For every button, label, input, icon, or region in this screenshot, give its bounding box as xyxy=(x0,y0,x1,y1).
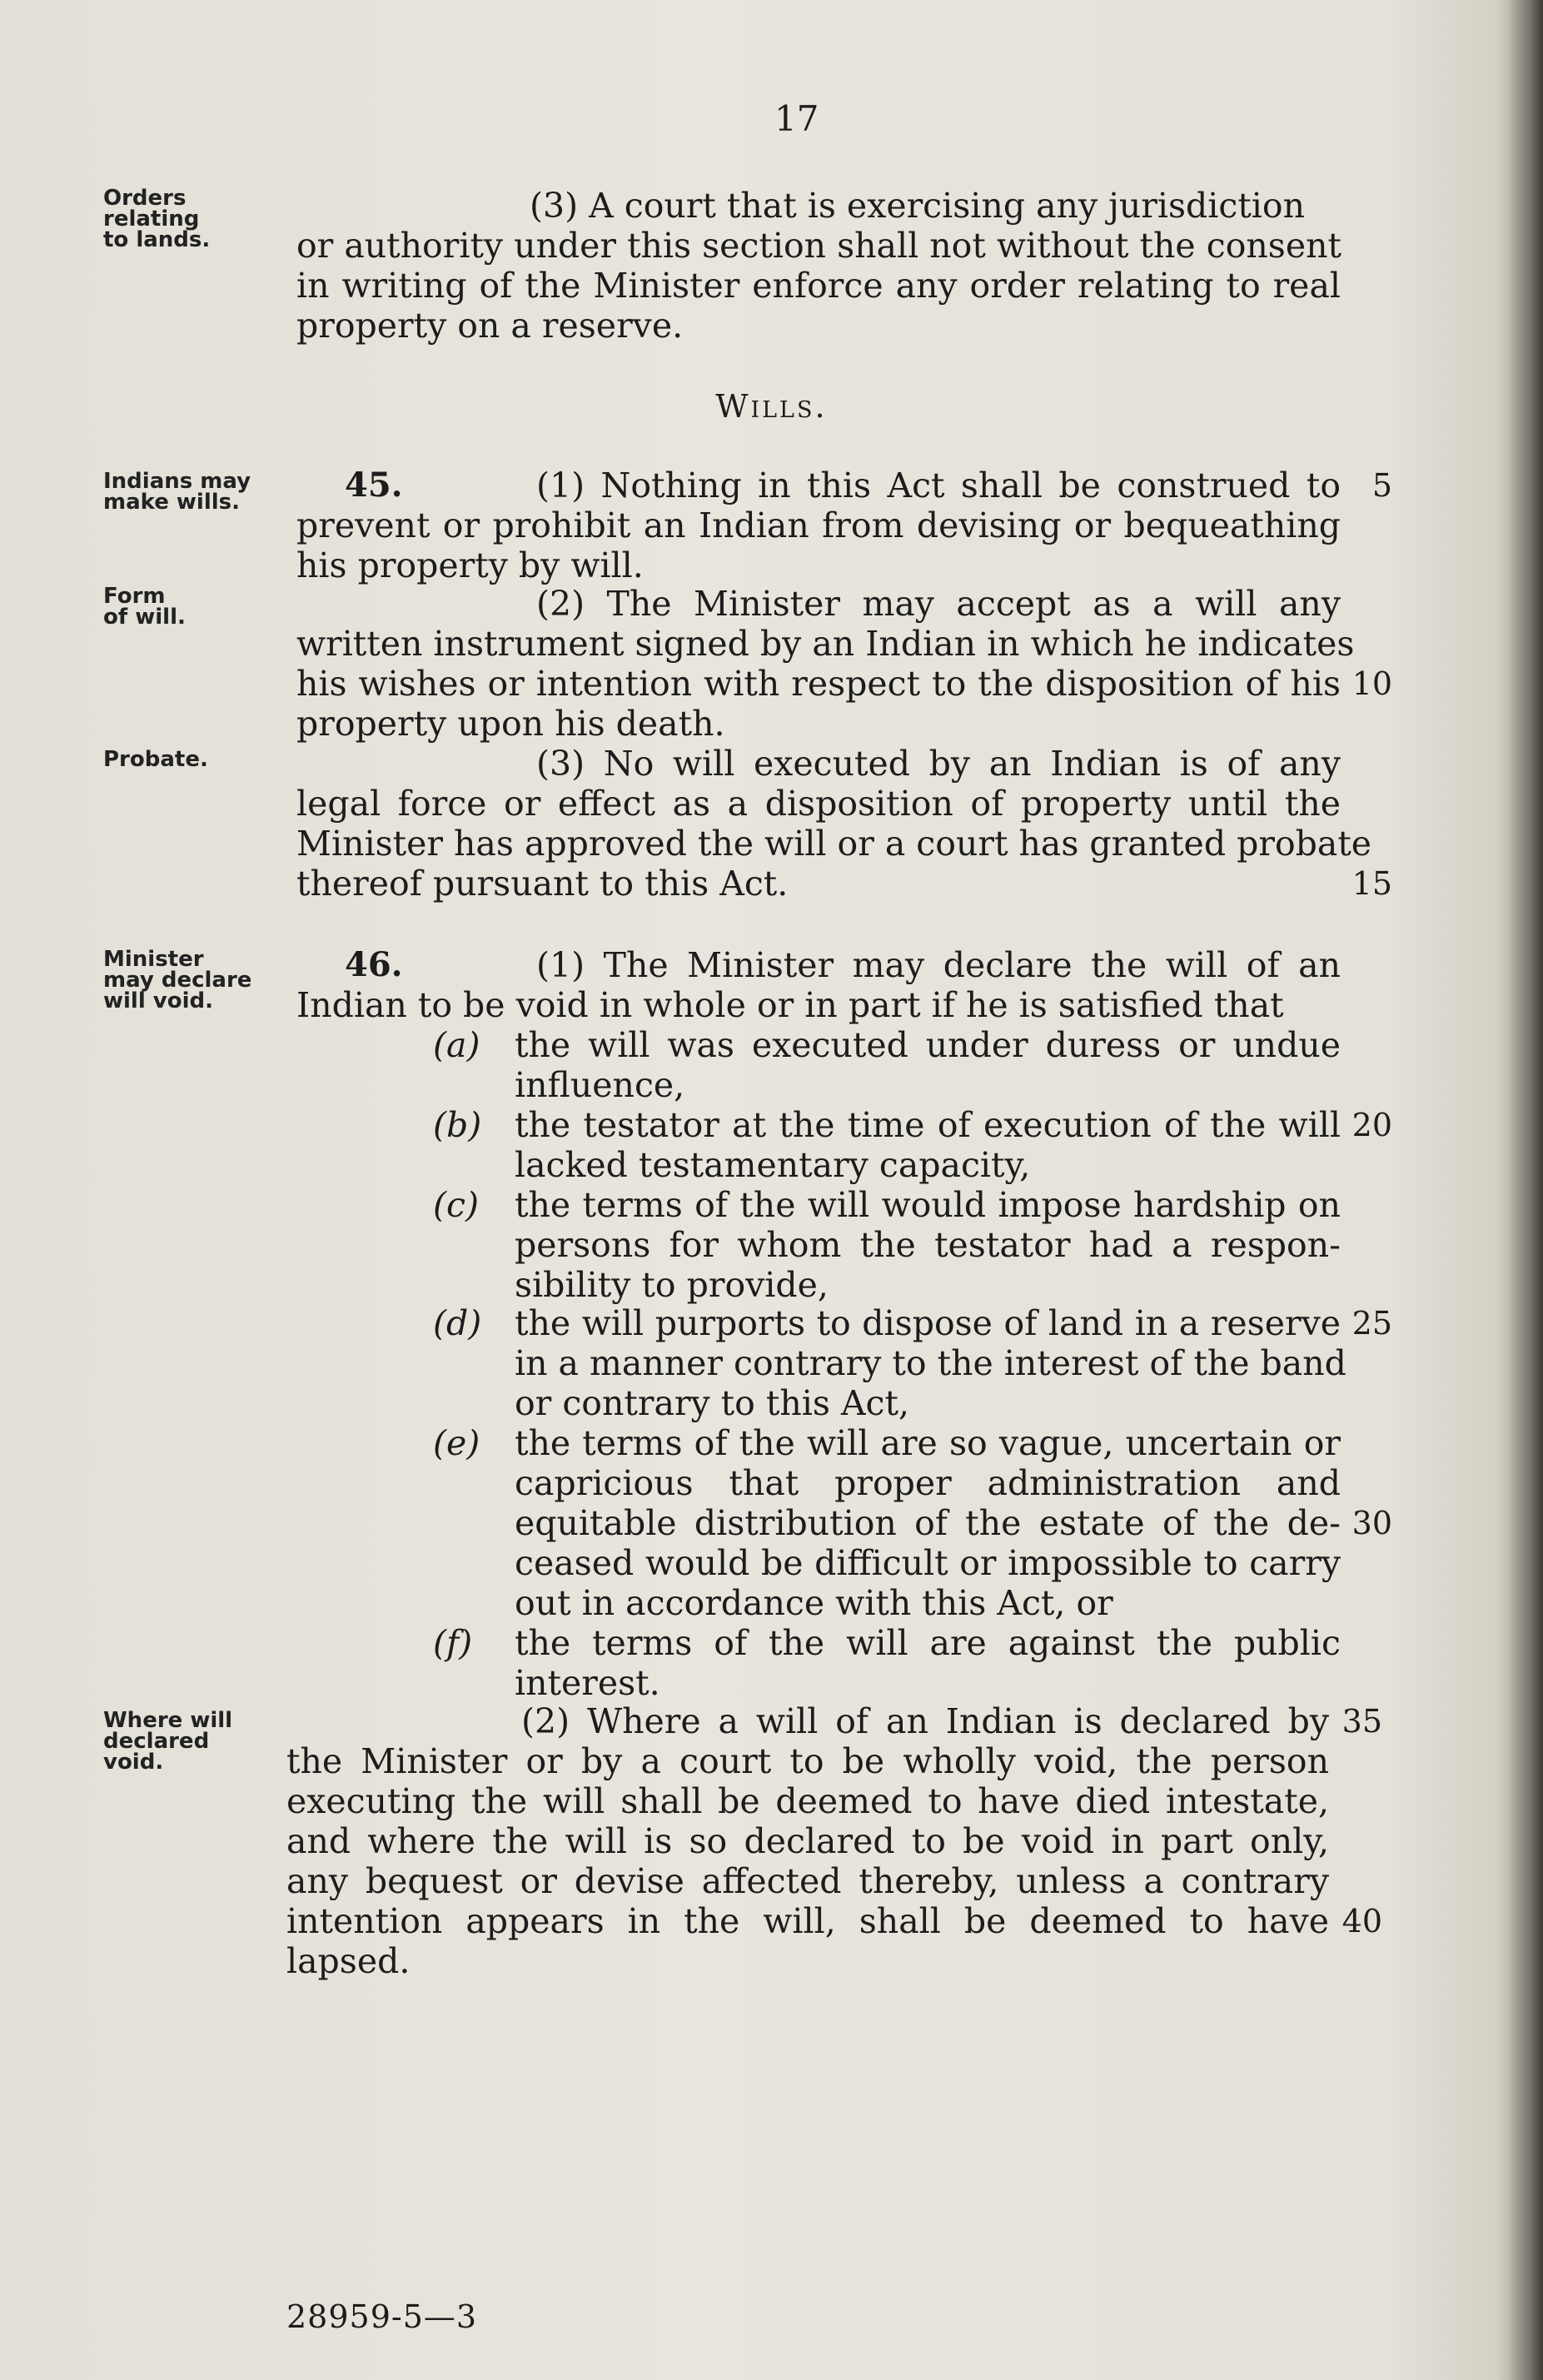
text-line: the terms of the will are against the public xyxy=(515,1623,1341,1663)
section-number: 45. xyxy=(345,466,403,505)
margin-note-orders xyxy=(103,188,270,251)
text-line: lacked testamentary capacity, xyxy=(515,1145,1031,1185)
margin-note-line: of will. xyxy=(103,605,186,630)
margin-note-line: Orders xyxy=(103,186,187,211)
text-line: Indian to be void in whole or in part if he is satisfied that xyxy=(296,985,1284,1025)
text-line: prevent or prohibit an Indian from devising or bequeathing xyxy=(296,505,1341,545)
text-line: intention appears in the will, shall be deemed to have xyxy=(286,1901,1329,1941)
text-line: (1) Nothing in this Act shall be construed to xyxy=(536,466,1341,505)
clause-label-text: (e) xyxy=(433,1423,480,1463)
page-number: 17 xyxy=(774,98,819,139)
text-line: legal force or effect as a disposition of property until the xyxy=(296,784,1341,824)
text-line: ceased would be difficult or impossible to carry xyxy=(515,1543,1341,1583)
text-line: (2) Where a will of an Indian is declared by xyxy=(521,1701,1329,1741)
margin-note-line: declared xyxy=(103,1729,210,1754)
text-line: and where the will is so declared to be void in part only, xyxy=(286,1821,1329,1861)
margin-note-where-void xyxy=(103,1710,270,1773)
text-line: executing the will shall be deemed to have died intestate, xyxy=(286,1781,1329,1821)
text-line: Minister has approved the will or a court has granted probate xyxy=(296,824,1372,864)
text-line: his property by will. xyxy=(296,545,644,585)
text-line: (2) The Minister may accept as a will any xyxy=(536,584,1341,624)
margin-note-line: Indians may xyxy=(103,469,251,494)
margin-note-line: will void. xyxy=(103,988,214,1013)
text-line: (3) No will executed by an Indian is of any xyxy=(536,744,1341,784)
margin-note-line: Probate. xyxy=(103,747,208,772)
text-line: the will purports to dispose of land in a reserve xyxy=(515,1303,1341,1343)
line-number: 40 xyxy=(1341,1903,1382,1939)
clause-label xyxy=(433,1186,479,1224)
text-line: equitable distribution of the estate of the de- xyxy=(515,1503,1341,1543)
margin-note-line: make wills. xyxy=(103,490,241,515)
margin-note-line: to lands. xyxy=(103,227,211,252)
line-number: 10 xyxy=(1351,665,1392,702)
clause-label-text: (f) xyxy=(433,1623,473,1663)
text-line: the terms of the will are so vague, uncertain or xyxy=(515,1423,1341,1463)
section-heading: Wills. xyxy=(715,388,828,425)
line-number: 35 xyxy=(1341,1703,1382,1740)
margin-note-line: Where will xyxy=(103,1708,233,1733)
line-number: 25 xyxy=(1351,1305,1392,1342)
margin-note-void xyxy=(103,949,270,1012)
clause-label xyxy=(433,1304,481,1342)
clause-label-text: (a) xyxy=(433,1025,480,1065)
margin-note-make-wills xyxy=(103,471,270,513)
margin-note-form xyxy=(103,586,270,628)
text-line: (1) The Minister may declare the will of an xyxy=(536,945,1341,985)
text-line: thereof pursuant to this Act. xyxy=(296,864,789,904)
text-line: the Minister or by a court to be wholly void, the person xyxy=(286,1741,1329,1781)
margin-note-line: Form xyxy=(103,584,166,609)
text-line: out in accordance with this Act, or xyxy=(515,1583,1113,1623)
text-line: (3) A court that is exercising any jurisdiction xyxy=(530,186,1306,226)
clause-label-text: (b) xyxy=(433,1105,482,1145)
text-line: any bequest or devise affected thereby, unless a contrary xyxy=(286,1861,1329,1901)
margin-note-line: may declare xyxy=(103,968,252,993)
text-line: written instrument signed by an Indian in which he indicates xyxy=(296,624,1355,664)
text-line: lapsed. xyxy=(286,1941,411,1981)
text-line: in a manner contrary to the interest of the band xyxy=(515,1343,1346,1383)
clause-label-text: (d) xyxy=(433,1303,482,1343)
clause-label xyxy=(433,1624,472,1662)
text-line: the will was executed under duress or undue xyxy=(515,1025,1341,1065)
printer-code: 28959-5—3 xyxy=(286,2298,478,2335)
text-line: the terms of the will would impose hardship on xyxy=(515,1185,1341,1225)
line-number: 5 xyxy=(1371,467,1392,504)
clause-label xyxy=(433,1026,480,1064)
clause-label xyxy=(433,1106,481,1144)
line-number: 15 xyxy=(1351,865,1392,902)
text-line: or authority under this section shall not without the consent xyxy=(296,226,1341,266)
section-number: 46. xyxy=(345,945,403,984)
page-edge-shadow xyxy=(1508,0,1543,2380)
text-line: persons for whom the testator had a respon- xyxy=(515,1225,1341,1265)
text-line: influence, xyxy=(515,1065,685,1105)
text-line: sibility to provide, xyxy=(515,1265,829,1305)
margin-note-line: Minister xyxy=(103,947,204,972)
text-line: in writing of the Minister enforce any order relating to real xyxy=(296,266,1341,306)
text-line: interest. xyxy=(515,1663,660,1703)
text-line: capricious that proper administration and xyxy=(515,1463,1341,1503)
margin-note-line: relating xyxy=(103,207,200,232)
text-line: or contrary to this Act, xyxy=(515,1383,910,1423)
line-number: 20 xyxy=(1351,1107,1392,1143)
text-line: the testator at the time of execution of the will xyxy=(515,1105,1341,1145)
text-line: property on a reserve. xyxy=(296,306,684,346)
margin-note-line: void. xyxy=(103,1750,164,1775)
text-line: property upon his death. xyxy=(296,704,725,744)
line-number: 30 xyxy=(1351,1505,1392,1541)
margin-note-probate xyxy=(103,749,270,770)
clause-label xyxy=(433,1424,480,1462)
text-line: his wishes or intention with respect to the disposition of his xyxy=(296,664,1341,704)
clause-label-text: (c) xyxy=(433,1185,479,1225)
